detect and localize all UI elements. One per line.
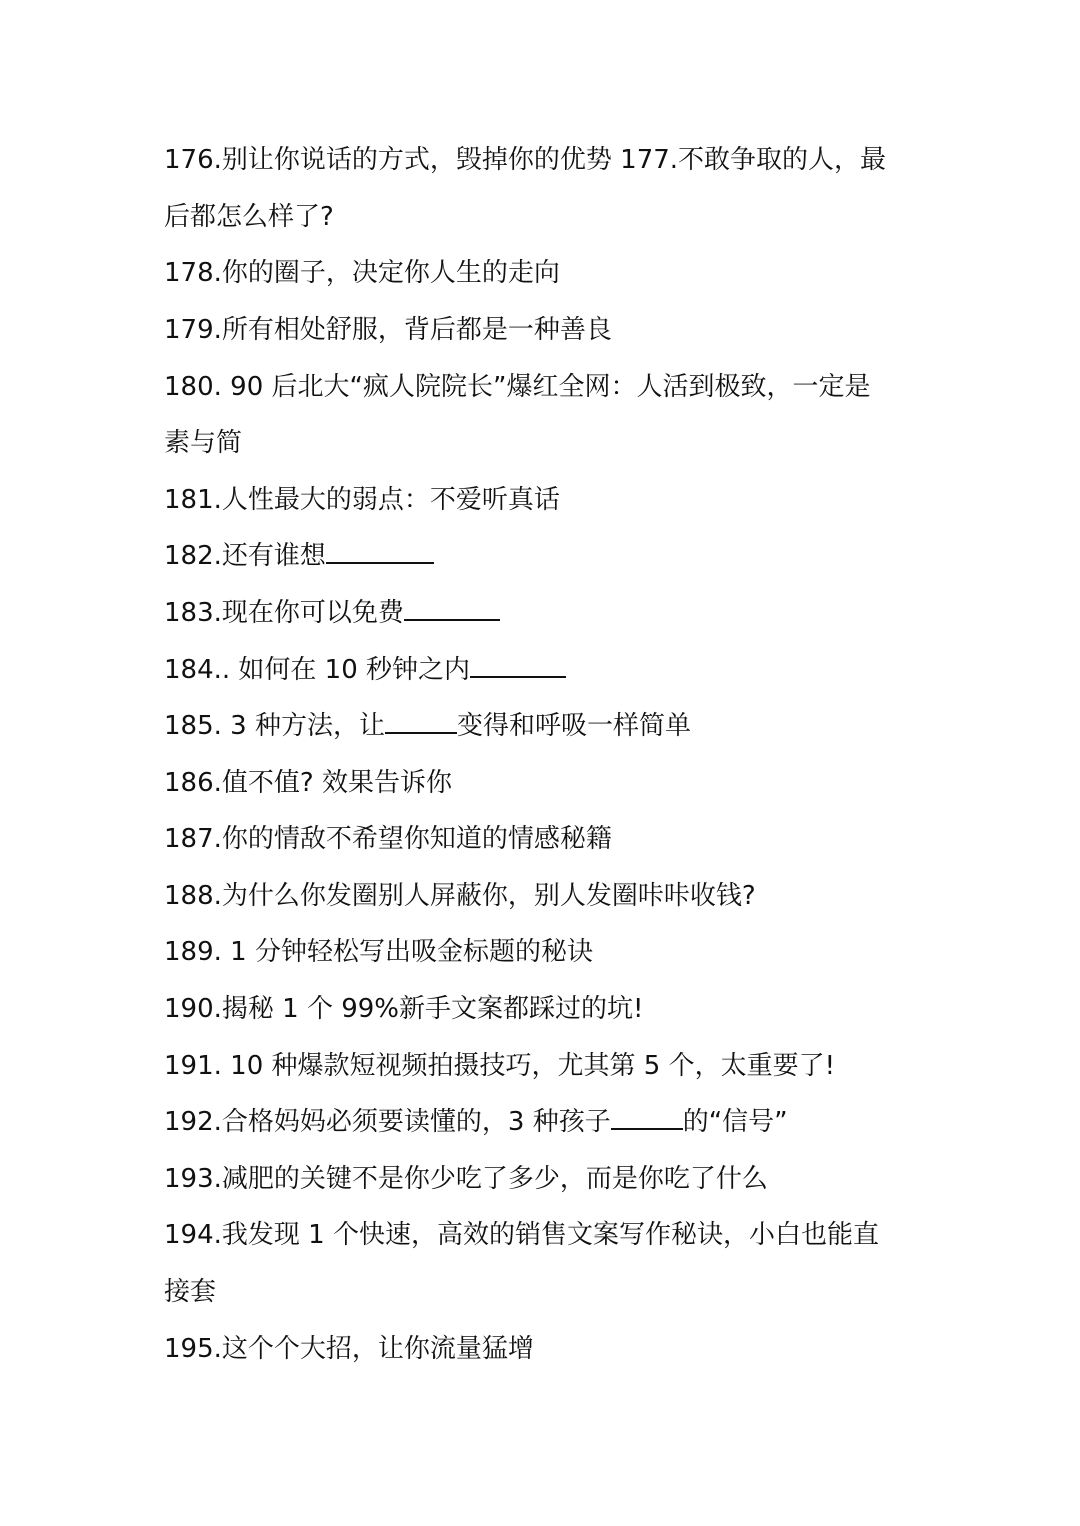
list-item <box>164 706 924 746</box>
item-text: 还有谁想 <box>221 541 326 571</box>
list-item <box>164 593 924 633</box>
item-text: 3 种方法，让 <box>221 711 385 741</box>
item-text: 素与简 <box>164 428 243 458</box>
item-text: 10 种爆款短视频拍摄技巧，尤其第 5 个，太重要了! <box>221 1051 835 1081</box>
item-text: 别让你说话的方式，毁掉你的优势 177.不敢争取的人，最 <box>221 145 887 175</box>
item-text: 合格妈妈必须要读懂的，3 种孩子 <box>221 1107 611 1137</box>
fill-in-blank <box>404 595 500 621</box>
item-text: 接套 <box>164 1277 217 1307</box>
item-number: 194. <box>164 1220 222 1250</box>
item-text: 为什么你发圈别人屏蔽你，别人发圈咔咔收钱? <box>221 881 756 911</box>
item-number: 190. <box>164 994 222 1024</box>
item-text-tail: 的“信号” <box>682 1107 788 1137</box>
item-text: . 如何在 10 秒钟之内 <box>221 655 471 685</box>
item-number: 191. <box>164 1051 222 1081</box>
list-item <box>164 876 924 916</box>
item-text: 现在你可以免费 <box>221 598 404 628</box>
list-item <box>164 932 924 972</box>
item-number: 184. <box>164 655 222 685</box>
list-item <box>164 1215 924 1255</box>
item-text: 我发现 1 个快速，高效的销售文案写作秘诀，小白也能直 <box>221 1220 879 1250</box>
list-item <box>164 140 924 180</box>
item-text: 值不值? 效果告诉你 <box>221 768 452 798</box>
item-number: 186. <box>164 768 222 798</box>
list-item <box>164 536 924 576</box>
item-text: 减肥的关键不是你少吃了多少，而是你吃了什么 <box>221 1164 768 1194</box>
item-number: 179. <box>164 315 222 345</box>
item-text: 后都怎么样了? <box>164 202 334 232</box>
item-number: 185. <box>164 711 222 741</box>
list-item <box>164 1046 924 1086</box>
fill-in-blank <box>385 708 457 734</box>
list-item <box>164 480 924 520</box>
item-number: 182. <box>164 541 222 571</box>
list-item-continuation <box>164 197 924 237</box>
list-item <box>164 989 924 1029</box>
item-text: 人性最大的弱点：不爱听真话 <box>221 485 560 515</box>
fill-in-blank <box>326 538 434 564</box>
list-item <box>164 310 924 350</box>
fill-in-blank <box>470 652 566 678</box>
item-text: 你的圈子，决定你人生的走向 <box>221 258 560 288</box>
item-text-tail: 变得和呼吸一样简单 <box>456 711 691 741</box>
item-number: 180. <box>164 372 222 402</box>
item-number: 195. <box>164 1334 222 1364</box>
item-number: 193. <box>164 1164 222 1194</box>
item-number: 192. <box>164 1107 222 1137</box>
fill-in-blank <box>611 1104 683 1130</box>
list-item <box>164 1329 924 1369</box>
list-item-continuation <box>164 423 924 463</box>
item-number: 187. <box>164 824 222 854</box>
list-item <box>164 1159 924 1199</box>
item-number: 188. <box>164 881 222 911</box>
item-number: 181. <box>164 485 222 515</box>
item-number: 183. <box>164 598 222 628</box>
item-text: 揭秘 1 个 99%新手文案都踩过的坑! <box>221 994 644 1024</box>
item-text: 90 后北大“疯人院院长”爆红全网：人活到极致，一定是 <box>221 372 871 402</box>
item-number: 176. <box>164 145 222 175</box>
list-item <box>164 367 924 407</box>
item-text: 1 分钟轻松写出吸金标题的秘诀 <box>221 937 593 967</box>
list-item <box>164 253 924 293</box>
list-item <box>164 819 924 859</box>
list-item-continuation <box>164 1272 924 1312</box>
item-text: 所有相处舒服，背后都是一种善良 <box>221 315 612 345</box>
list-item <box>164 1102 924 1142</box>
item-number: 178. <box>164 258 222 288</box>
list-item <box>164 763 924 803</box>
item-text: 你的情敌不希望你知道的情感秘籍 <box>221 824 612 854</box>
item-text: 这个个大招，让你流量猛增 <box>221 1334 534 1364</box>
list-item <box>164 650 924 690</box>
item-number: 189. <box>164 937 222 967</box>
